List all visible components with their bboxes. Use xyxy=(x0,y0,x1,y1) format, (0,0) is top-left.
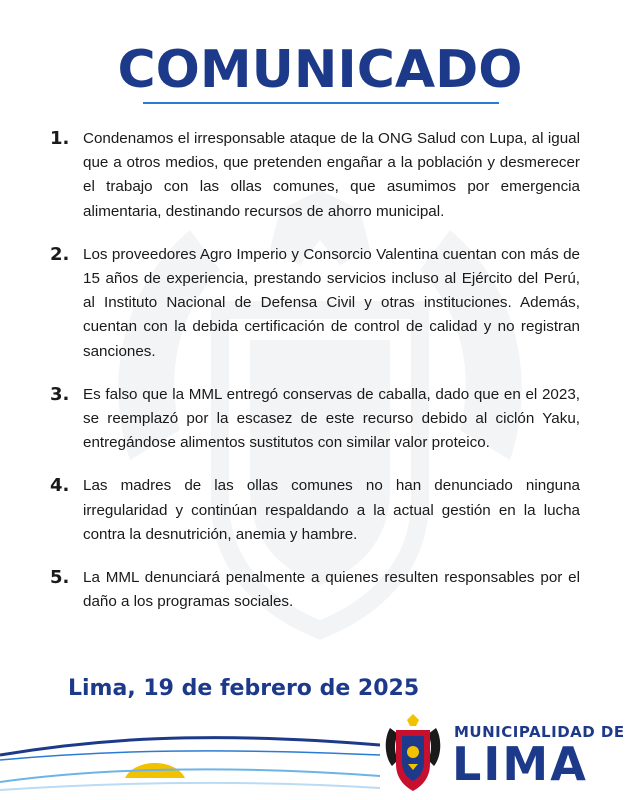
item-text: Es falso que la MML entregó conservas de caballa, dado que en el 2023, se reemplazó por la escasez de este recurso debido al ciclón Yaku, entregándose alimentos sustitutos con similar valor proteico. xyxy=(83,385,580,452)
item-number: 5. xyxy=(50,567,70,589)
page-title: COMUNICADO xyxy=(117,40,523,100)
item-number: 4. xyxy=(50,475,70,497)
item-text: La MML denunciará penalmente a quienes resulten responsables por el daño a los programas sociales. xyxy=(83,569,580,611)
list-item xyxy=(50,127,580,224)
statement-date: Lima, 19 de febrero de 2025 xyxy=(68,676,420,701)
item-text: Las madres de las ollas comunes no han denunciado ninguna irregularidad y continúan respaldando a la actual gestión en la lucha contra la desnutrición, anemia y hambre. xyxy=(83,477,580,543)
list-item xyxy=(50,383,580,456)
list-item xyxy=(50,474,580,547)
item-text: Los proveedores Agro Imperio y Consorcio Valentina cuentan con más de 15 años de experiencia, prestando servicios incluso al Ejército del Perú, al Instituto Nacional de Defensa Civil y otras instituciones. Además, cuentan con la debida certificación de control de calidad y no registran sanciones. xyxy=(83,245,580,360)
logo-wordmark-top: MUNICIPALIDAD DE xyxy=(454,723,625,741)
lima-coat-of-arms-icon xyxy=(382,712,444,794)
list-item xyxy=(50,566,580,614)
decorative-wave xyxy=(0,720,380,800)
logo-wordmark-lima: LIMA xyxy=(452,737,588,791)
title-underline xyxy=(143,102,499,104)
item-number: 2. xyxy=(50,243,70,265)
item-number: 3. xyxy=(50,383,70,405)
list-item xyxy=(50,243,580,364)
item-text: Condenamos el irresponsable ataque de la ONG Salud con Lupa, al igual que a otros medios, que pretenden engañar a la población y desmerecer el trabajo con las ollas comunes, que asumimos por emergencia alimentaria, destinando recursos de ahorro municipal. xyxy=(83,130,580,220)
item-number: 1. xyxy=(50,128,70,149)
statement-list xyxy=(50,127,580,633)
